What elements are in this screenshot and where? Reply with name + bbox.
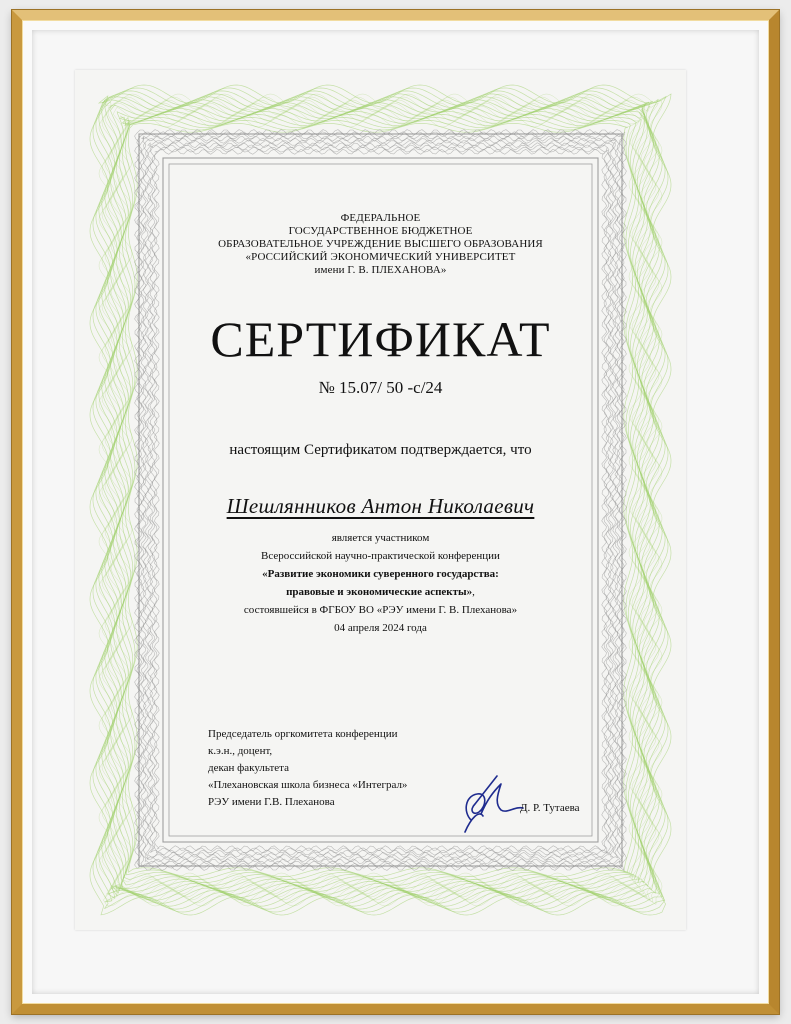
conference-title-comma: ,	[472, 586, 475, 598]
certificate-number: № 15.07/ 50 -с/24	[318, 378, 443, 397]
participant-text: является участником	[331, 532, 430, 544]
conference-details	[75, 529, 686, 637]
conference-type: Всероссийской научно-практической конференции	[261, 550, 500, 562]
conference-date: 04 апреля 2024 года	[334, 622, 427, 634]
certificate-content	[75, 70, 686, 930]
signatory-block	[208, 726, 407, 811]
header-line: ОБРАЗОВАТЕЛЬНОЕ УЧРЕЖДЕНИЕ ВЫСШЕГО ОБРАЗОВАНИЯ	[218, 238, 543, 250]
certificate-title: СЕРТИФИКАТ	[210, 311, 551, 367]
signatory-line: декан факультета	[208, 762, 289, 774]
recipient-name: Шешлянников Антон Николаевич	[226, 494, 535, 518]
header-line: имени Г. В. ПЛЕХАНОВА»	[314, 264, 447, 276]
signatory-line: «Плехановская школа бизнеса «Интеграл»	[208, 779, 408, 791]
signatory-line: Председатель оргкомитета конференции	[208, 728, 398, 740]
header-line: «РОССИЙСКИЙ ЭКОНОМИЧЕСКИЙ УНИВЕРСИТЕТ	[245, 251, 516, 263]
conference-title-line-2-wrap	[75, 583, 686, 601]
conference-title-line-2: правовые и экономические аспекты»	[286, 586, 473, 598]
institution-header	[75, 212, 686, 277]
conference-venue: состоявшейся в ФГБОУ ВО «РЭУ имени Г. В. Плеханова»	[243, 604, 518, 616]
header-line: ГОСУДАРСТВЕННОЕ БЮДЖЕТНОЕ	[288, 225, 473, 237]
certificate-paper	[75, 70, 686, 930]
signatory-line: к.э.н., доцент,	[208, 745, 273, 757]
signatory-name: Д. Р. Тутаева	[520, 802, 580, 814]
signature-icon	[457, 770, 527, 834]
conference-title-line-1: «Развитие экономики суверенного государства:	[262, 568, 499, 580]
confirm-text: настоящим Сертификатом подтверждается, что	[229, 442, 532, 458]
header-line: ФЕДЕРАЛЬНОЕ	[340, 212, 421, 224]
signatory-line: РЭУ имени Г.В. Плеханова	[208, 796, 335, 808]
